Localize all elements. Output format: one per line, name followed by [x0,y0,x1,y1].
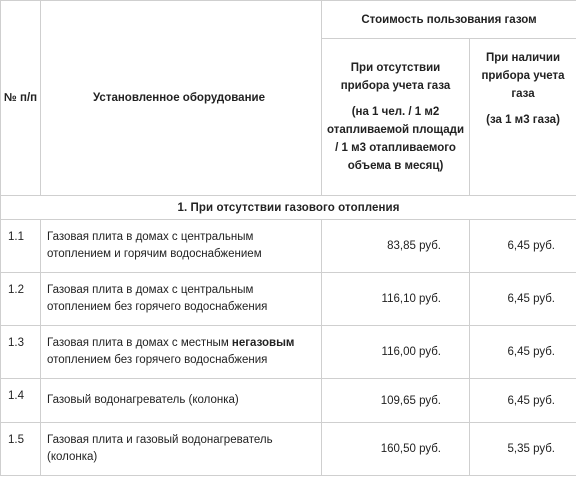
header-row-1 [1,1,576,39]
row-price-no-meter: 83,85 руб. [322,220,470,273]
row-equipment-text-end: отоплением без горячего водоснабжения [47,354,268,366]
row-price-meter: 6,45 руб. [470,273,576,326]
row-price-no-meter: 160,50 руб. [322,423,470,476]
row-num: 1.2 [1,273,41,326]
table-row [1,423,576,476]
header-no-meter [322,39,470,196]
row-equipment: Газовый водонагреватель (колонка) [41,379,322,423]
row-price-no-meter: 116,00 руб. [322,326,470,379]
row-equipment-emphasis: негазовым [231,337,295,349]
row-price-meter: 6,45 руб. [470,326,576,379]
table-row [1,379,576,423]
table-row [1,273,576,326]
header-no-meter-unit: (на 1 чел. / 1 м2 отапливаемой площади / 1 м3 отапливаемого объема в месяц) [326,106,465,172]
header-no-meter-title: При отсутствии прибора учета газа [340,62,451,92]
header-cost-group: Стоимость пользования газом [322,1,576,39]
section-title: 1. При отсутствии газового отопления [1,196,576,220]
row-equipment: Газовая плита в домах с центральным отоплением без горячего водоснабжения [41,273,322,326]
row-num: 1.5 [1,423,41,476]
header-meter-title: При наличии прибора учета газа [481,52,565,100]
row-equipment: Газовая плита в домах с центральным отоплением и горячим водоснабжением [41,220,322,273]
row-price-meter: 5,35 руб. [470,423,576,476]
row-equipment [41,326,322,379]
row-price-meter: 6,45 руб. [470,220,576,273]
row-num: 1.3 [1,326,41,379]
row-price-no-meter: 116,10 руб. [322,273,470,326]
header-num: № п/п [1,1,41,196]
header-equipment: Установленное оборудование [41,1,322,196]
table-row [1,220,576,273]
section-row [1,196,576,220]
row-equipment: Газовая плита и газовый водонагреватель (колонка) [41,423,322,476]
row-price-meter: 6,45 руб. [470,379,576,423]
header-meter-unit: (за 1 м3 газа) [486,114,560,126]
header-meter [470,39,576,196]
row-num: 1.1 [1,220,41,273]
row-equipment-text: Газовая плита в домах с местным [47,337,232,349]
row-num: 1.4 [1,379,41,423]
table-row [1,326,576,379]
row-price-no-meter: 109,65 руб. [322,379,470,423]
